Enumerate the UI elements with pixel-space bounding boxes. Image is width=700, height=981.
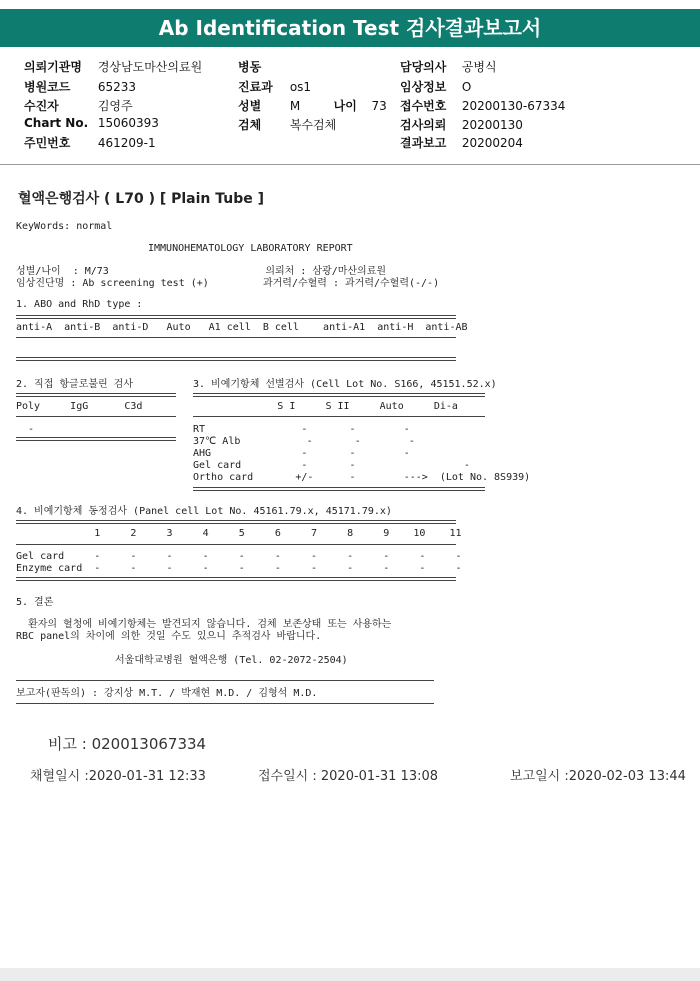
report-date-value: 20200204 bbox=[461, 136, 523, 150]
panel-row: Gel card - - - - - - - - - - - bbox=[16, 551, 462, 562]
footer-bar bbox=[0, 968, 700, 981]
institution-value: 경상남도마산의료원 bbox=[97, 60, 203, 74]
diagnosis-line: 임상진단명 : Ab screening test (+) 과거력/수혈력 : 과거력/수혈력(-/-) bbox=[16, 278, 440, 289]
dept-row bbox=[238, 78, 311, 95]
receipt-value: 20200130-67334 bbox=[461, 99, 566, 113]
age-value: 73 bbox=[371, 99, 387, 113]
screen-bottom-rule bbox=[193, 487, 485, 491]
abo-header: anti-A anti-B anti-D Auto A1 cell B cell anti-A1 anti-H anti-AB bbox=[16, 322, 468, 333]
result-line: RBC panel의 차이에 의한 것일 수도 있으니 추적검사 바랍니다. bbox=[16, 631, 322, 642]
header-divider bbox=[0, 164, 700, 165]
specimen-label: 검체 bbox=[238, 118, 262, 132]
reporter: 보고자(판독의) : 강지상 M.T. / 박재현 M.D. / 김형석 M.D. bbox=[16, 688, 318, 699]
result-line: 환자의 혈청에 비예기항체는 발견되지 않습니다. 검체 보존상태 또는 사용하는 bbox=[16, 619, 392, 630]
request-row bbox=[400, 116, 523, 133]
hospital-code-value: 65233 bbox=[97, 80, 137, 94]
chart-label: Chart No. bbox=[24, 116, 89, 130]
receipt-row bbox=[400, 97, 565, 114]
resident-row bbox=[24, 134, 156, 151]
result-title: 5. 결론 bbox=[16, 597, 54, 608]
lab-name: 서울대학교병원 혈액은행 (Tel. 02-2072-2504) bbox=[115, 655, 348, 666]
request-value: 20200130 bbox=[461, 118, 523, 132]
patient-label: 수진자 bbox=[24, 99, 59, 113]
patient-row bbox=[24, 97, 133, 114]
chart-row bbox=[24, 116, 159, 130]
sex-row bbox=[238, 97, 387, 114]
report-date-row bbox=[400, 134, 523, 151]
screen-header: S I S II Auto Di-a bbox=[193, 401, 458, 412]
clinical-value: O bbox=[461, 80, 472, 94]
screen-top-rule bbox=[193, 393, 485, 397]
institution-row bbox=[24, 58, 202, 75]
screen-row: AHG - - - bbox=[193, 448, 410, 459]
abo-bottom-rule bbox=[16, 357, 456, 361]
receipt-label: 접수번호 bbox=[400, 99, 447, 113]
hospital-code-label: 병원코드 bbox=[24, 80, 71, 94]
sex-label: 성별 bbox=[238, 99, 262, 113]
report-title: Ab Identification Test 검사결과보고서 bbox=[0, 9, 700, 47]
receipt-time: 접수일시 : 2020-01-31 13:08 bbox=[258, 769, 439, 784]
dat-bottom-rule bbox=[16, 437, 176, 441]
resident-value: 461209-1 bbox=[97, 136, 156, 150]
institution-label: 의뢰기관명 bbox=[24, 60, 82, 74]
sex-value: M bbox=[289, 99, 301, 113]
reporter-top-rule bbox=[16, 680, 434, 681]
report-time: 보고일시 :2020-02-03 13:44 bbox=[510, 769, 686, 784]
dat-value: - bbox=[16, 424, 35, 435]
screen-row: RT - - - bbox=[193, 424, 410, 435]
dat-mid-rule bbox=[16, 416, 176, 417]
collect-time: 채혈일시 :2020-01-31 12:33 bbox=[30, 769, 206, 784]
request-label: 검사의뢰 bbox=[400, 118, 447, 132]
doctor-row bbox=[400, 58, 497, 75]
dat-top-rule bbox=[16, 393, 176, 397]
abo-top-rule bbox=[16, 315, 456, 319]
clinical-label: 임상정보 bbox=[400, 80, 447, 94]
reporter-bottom-rule bbox=[16, 703, 434, 704]
abo-mid-rule bbox=[16, 337, 456, 338]
keywords: KeyWords: normal bbox=[16, 221, 113, 232]
abo-title: 1. ABO and RhD type : bbox=[16, 299, 143, 310]
panel-row: Enzyme card - - - - - - - - - - - bbox=[16, 563, 462, 574]
doctor-value: 공병식 bbox=[461, 60, 497, 74]
section-title: 혈액은행검사 ( L70 ) [ Plain Tube ] bbox=[18, 191, 265, 207]
ward-row bbox=[238, 58, 290, 75]
ward-label: 병동 bbox=[238, 60, 262, 74]
lab-report-title: IMMUNOHEMATOLOGY LABORATORY REPORT bbox=[148, 243, 353, 254]
screen-mid-rule bbox=[193, 416, 485, 417]
screen-row: Ortho card +/- - ---> (Lot No. 8S939) bbox=[193, 472, 531, 483]
doctor-label: 담당의사 bbox=[400, 60, 447, 74]
dat-title: 2. 직접 항글로불린 검사 bbox=[16, 379, 134, 390]
age-label: 나이 bbox=[333, 99, 357, 113]
hospital-code-row bbox=[24, 78, 136, 95]
panel-title: 4. 비예기항체 동정검사 (Panel cell Lot No. 45161.79.x, 45171.79.x) bbox=[16, 506, 392, 517]
dat-header: Poly IgG C3d bbox=[16, 401, 143, 412]
report-date-label: 결과보고 bbox=[400, 136, 447, 150]
dept-label: 진료과 bbox=[238, 80, 273, 94]
chart-value: 15060393 bbox=[97, 116, 159, 130]
clinical-row bbox=[400, 78, 471, 95]
screen-title: 3. 비예기항체 선별검사 (Cell Lot No. S166, 45151.52.x) bbox=[193, 379, 497, 390]
note: 비고 : 020013067334 bbox=[48, 735, 207, 753]
panel-top-rule bbox=[16, 520, 456, 524]
specimen-value: 복수검체 bbox=[289, 118, 337, 132]
screen-row: 37℃ Alb - - - bbox=[193, 436, 415, 447]
panel-mid-rule bbox=[16, 544, 456, 545]
sex-age-line: 성별/나이 : M/73 의뢰처 : 삼광/마산의료원 bbox=[16, 266, 387, 277]
screen-row: Gel card - - - bbox=[193, 460, 470, 471]
specimen-row bbox=[238, 116, 336, 133]
resident-label: 주민번호 bbox=[24, 136, 71, 150]
panel-bottom-rule bbox=[16, 577, 456, 581]
panel-header: 1 2 3 4 5 6 7 8 9 10 11 bbox=[16, 528, 462, 539]
dept-value: os1 bbox=[289, 80, 312, 94]
patient-value: 김영주 bbox=[97, 99, 133, 113]
